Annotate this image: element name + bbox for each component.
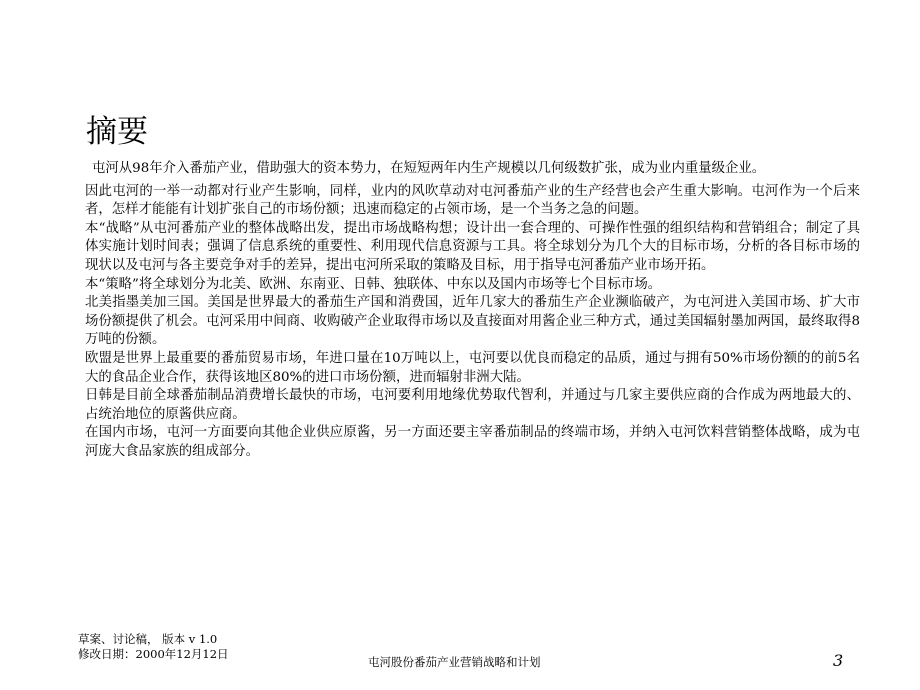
- summary-paragraph: 北美指墨美加三国。美国是世界最大的番茄生产国和消费国，近年几家大的番茄生产企业濒临破产，为屯河进入美国市场、扩大市场份额提供了机会。屯河采用中间商、收购破产企业取得市场以及直接面对用酱企业三种方式，通过美国辐射墨加两国，最终取得8万吨的份额。: [85, 295, 860, 348]
- summary-paragraph: 屯河从98年介入番茄产业，借助强大的资本势力，在短短两年内生产规模以几何级数扩张，成为业内重量级企业。: [92, 161, 766, 176]
- summary-paragraph: 日韩是目前全球番茄制品消费增长最快的市场，屯河要利用地缘优势取代智利，并通过与几家主要供应商的合作成为两地最大的、占统治地位的原酱供应商。: [85, 388, 860, 422]
- summary-paragraph: 本“策略”将全球划分为北美、欧洲、东南亚、日韩、独联体、中东以及国内市场等七个目标市场。: [85, 276, 662, 292]
- slide-title: 摘要: [86, 114, 148, 150]
- footer-version-info: [78, 632, 229, 662]
- summary-paragraph: 欧盟是世界上最重要的番茄贸易市场，年进口量在10万吨以上，屯河要以优良而稳定的品质，通过与拥有50%市场份额的的前5名大的食品企业合作，获得该地区80%的进口市场份额，进而辐射非洲大陆。: [85, 350, 860, 385]
- summary-body: [85, 160, 860, 462]
- footer-document-title: 屯河股份番茄产业营销战略和计划: [368, 655, 541, 669]
- summary-paragraph: 在国内市场，屯河一方面要向其他企业供应原酱，另一方面还要主宰番茄制品的终端市场，并纳入屯河饮料营销整体战略，成为屯河庞大食品家族的组成部分。: [85, 425, 860, 459]
- draft-version-label: 草案、讨论稿， 版本 v 1.0: [78, 632, 218, 646]
- summary-paragraph: 本“战略”从屯河番茄产业的整体战略出发，提出市场战略构想；设计出一套合理的、可操作性强的组织结构和营销组合；制定了具体实施计划时间表；强调了信息系统的重要性、利用现代信息资源与工具。将全球划分为几个大的目标市场，分析的各目标市场的现状以及屯河与各主要竞争对手的差异，提出屯河所采取的策略及目标，用于指导屯河番茄产业市场开拓。: [85, 220, 860, 273]
- summary-paragraph: 因此屯河的一举一动都对行业产生影响，同样，业内的风吹草动对屯河番茄产业的生产经营也会产生重大影响。屯河作为一个后来者，怎样才能能有计划扩张自己的市场份额；迅速而稳定的占领市场，是一个当务之急的问题。: [85, 183, 860, 218]
- modified-date-label: 修改日期：2000年12月12日: [78, 647, 229, 661]
- page-number: 3: [833, 651, 844, 670]
